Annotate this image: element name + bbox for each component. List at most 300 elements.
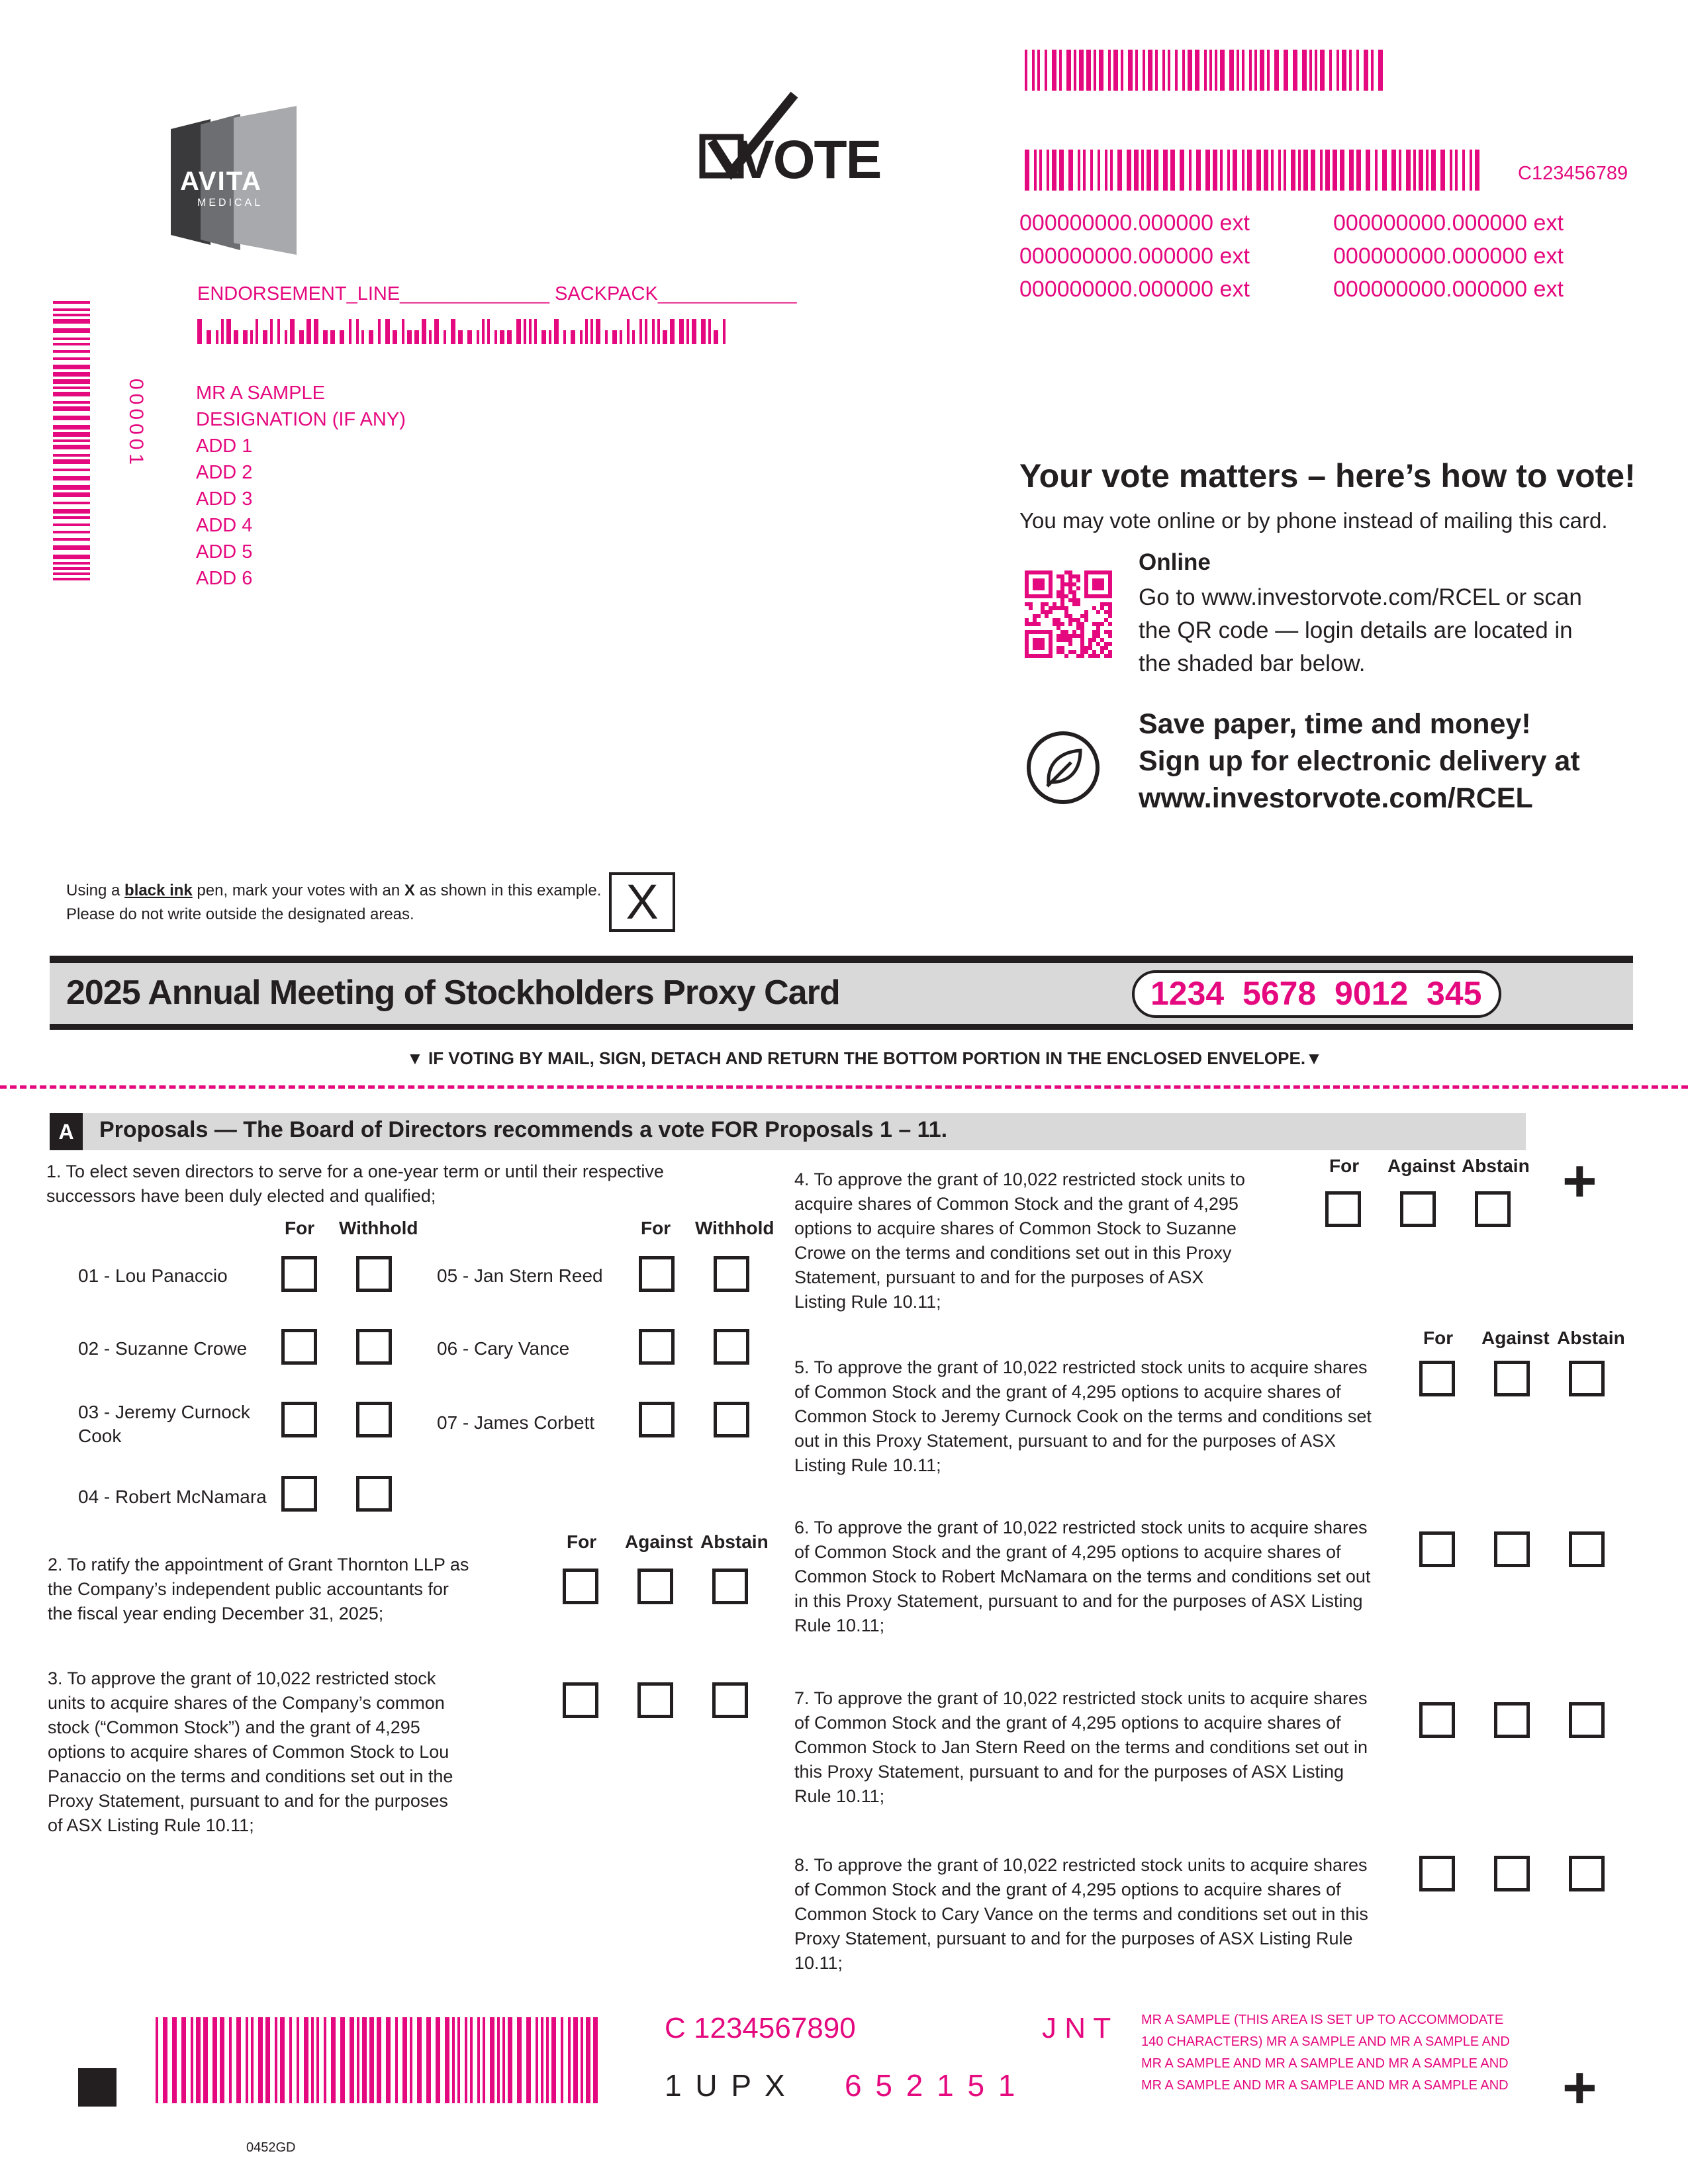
qr-module <box>1072 630 1076 634</box>
qr-module <box>1076 574 1080 578</box>
barcode-bar <box>369 2017 374 2103</box>
qr-module <box>1096 630 1100 634</box>
barcode-bar <box>53 492 90 497</box>
barcode-bar <box>632 330 635 344</box>
proposal-2-against-checkbox[interactable] <box>637 1569 673 1604</box>
qr-code[interactable] <box>1025 570 1112 658</box>
proposal-5-for-checkbox[interactable] <box>1419 1361 1455 1396</box>
proposal-8-against-checkbox[interactable] <box>1494 1856 1530 1891</box>
nominee-01-withhold-checkbox[interactable] <box>356 1256 392 1292</box>
barcode-bar <box>500 330 504 344</box>
qr-module <box>1100 638 1104 642</box>
barcode-bar <box>1315 50 1317 91</box>
nominee-06-for-checkbox[interactable] <box>639 1329 675 1365</box>
nominee-03-for-checkbox[interactable] <box>281 1402 317 1437</box>
barcode-bar <box>645 319 647 344</box>
barcode-bar <box>395 2017 398 2103</box>
qr-module <box>1080 622 1084 626</box>
barcode-bar <box>357 2017 359 2103</box>
barcode-bar <box>1399 150 1401 191</box>
instructions <box>66 879 601 927</box>
barcode-bar <box>53 523 90 526</box>
qr-module <box>1092 622 1096 626</box>
barcode-bar <box>256 319 258 344</box>
proposal-2-text: 2. To ratify the appointment of Grant Thornton LLP as the Company’s independent public accountants for the fiscal year ending December 31, 2025; <box>48 1555 469 1623</box>
barcode-bar <box>270 319 273 344</box>
barcode-bar <box>299 330 304 344</box>
qr-module <box>1100 646 1104 650</box>
barcode-bar <box>1025 50 1027 91</box>
qr-module <box>1100 650 1104 654</box>
qr-module <box>1033 618 1037 622</box>
nominee-01-for-checkbox[interactable] <box>281 1256 317 1292</box>
barcode-bar <box>549 330 551 344</box>
barcode-bar <box>53 502 90 504</box>
nominee-04: 04 - Robert McNamara <box>78 1486 267 1507</box>
qr-module <box>1060 594 1064 598</box>
barcode-bar <box>1147 150 1151 191</box>
proposal-7-against-checkbox[interactable] <box>1494 1702 1530 1738</box>
qr-module <box>1072 598 1076 602</box>
barcode-bar <box>692 319 696 344</box>
barcode-bar <box>53 578 90 580</box>
p4-against-header: Against <box>1387 1156 1456 1176</box>
detach-line <box>0 1085 1688 1089</box>
proposal-2-abstain-checkbox[interactable] <box>712 1569 748 1604</box>
instruction-line-1: Using a black ink pen, mark your votes with an X as shown in this example. <box>66 882 602 899</box>
barcode-bar <box>369 330 373 344</box>
how-to-vote-subtitle: You may vote online or by phone instead of mailing this card. <box>1019 508 1608 533</box>
proposal-6-against-checkbox[interactable] <box>1494 1531 1530 1567</box>
barcode-bar <box>289 2017 292 2103</box>
barcode-bar <box>1209 50 1212 91</box>
barcode-bar <box>1311 150 1315 191</box>
qr-module <box>1076 622 1080 626</box>
qr-module <box>1068 642 1072 646</box>
barcode-bar <box>53 319 90 324</box>
proposal-5-against-checkbox[interactable] <box>1494 1361 1530 1396</box>
barcode-bar <box>1298 150 1301 191</box>
barcode-bar <box>1099 50 1103 91</box>
barcode-bar <box>1148 50 1152 91</box>
nominee-06: 06 - Cary Vance <box>437 1338 570 1359</box>
proposal-3-text: 3. To approve the grant of 10,022 restricted stock units to acquire shares of the Company’s common stock (“Common Stock”) and the grant of 4,295 options to acquire shares of Common Stock to Lou Panaccio on the terms and conditions set out in the Proxy Statement, pursuant to and for the purposes of ASX Listing Rule 10.11; <box>48 1668 453 1835</box>
barcode-bar <box>605 330 608 344</box>
qr-module <box>1064 606 1068 610</box>
proposal-6-for-checkbox[interactable] <box>1419 1531 1455 1567</box>
qr-module <box>1025 570 1029 598</box>
qr-module <box>1049 610 1053 614</box>
qr-module <box>1108 614 1112 618</box>
proposal-2-for-checkbox[interactable] <box>563 1569 598 1604</box>
barcode-bar <box>517 2017 522 2103</box>
nominee-03-withhold-checkbox[interactable] <box>356 1402 392 1437</box>
barcode-bar <box>330 330 335 344</box>
nominee-07-for-checkbox[interactable] <box>639 1402 675 1437</box>
barcode-bar <box>1366 150 1370 191</box>
address-line: ADD 6 <box>196 568 253 589</box>
qr-module <box>1060 634 1064 638</box>
barcode-bar <box>1291 150 1295 191</box>
barcode-bar <box>1303 150 1308 191</box>
barcode-bar <box>304 2017 308 2103</box>
qr-module <box>1049 606 1053 610</box>
qr-module <box>1049 630 1053 658</box>
qr-module <box>1076 602 1080 606</box>
barcode-bar <box>393 330 397 344</box>
barcode-bar <box>53 545 90 550</box>
qr-module <box>1045 614 1049 618</box>
barcode-bar <box>1117 150 1122 191</box>
qr-module <box>1053 618 1056 622</box>
barcode-bar <box>53 387 90 389</box>
ext-line-1: 000000000.000000 ext <box>1019 210 1250 236</box>
barcode-bar <box>285 330 287 344</box>
qr-module <box>1084 610 1088 614</box>
address-line: ADD 2 <box>196 462 253 483</box>
barcode-bar <box>263 330 267 344</box>
qr-module <box>1076 654 1080 658</box>
qr-module <box>1088 646 1092 650</box>
qr-module <box>1064 634 1068 638</box>
proposal-3-for-checkbox[interactable] <box>563 1682 598 1718</box>
qr-module <box>1084 570 1088 598</box>
barcode-bar <box>1182 50 1185 91</box>
qr-module <box>1108 650 1112 654</box>
barcode-bar <box>612 330 617 344</box>
barcode-bar <box>708 319 711 344</box>
barcode-bar <box>1213 150 1217 191</box>
barcode-bar <box>250 330 253 344</box>
barcode-bar <box>53 454 90 457</box>
barcode-bar <box>410 2017 412 2103</box>
nominee-02-for-checkbox[interactable] <box>281 1329 317 1365</box>
barcode-bar <box>53 567 90 570</box>
barcode-bar <box>487 319 490 344</box>
barcode-bar <box>53 469 90 471</box>
qr-module <box>1025 570 1053 574</box>
proposal-3-abstain-checkbox[interactable] <box>712 1682 748 1718</box>
barcode-bar <box>1141 150 1144 191</box>
barcode-bar <box>1382 150 1387 191</box>
qr-module <box>1104 610 1108 614</box>
barcode-bar <box>568 2017 571 2103</box>
barcode-bar <box>452 2017 455 2103</box>
barcode-bar <box>402 2017 407 2103</box>
barcode-bar <box>620 330 622 344</box>
qr-module <box>1100 606 1104 610</box>
qr-module <box>1108 654 1112 658</box>
barcode-bar <box>53 432 90 437</box>
barcode-bar <box>526 2017 531 2103</box>
barcode-bar <box>1180 150 1184 191</box>
qr-module <box>1029 602 1033 606</box>
barcode-bar <box>1256 150 1261 191</box>
qr-module <box>1080 650 1084 654</box>
barcode-bar <box>243 330 248 344</box>
qr-module <box>1076 626 1080 630</box>
barcode-bar <box>1059 50 1062 91</box>
barcode-bar <box>53 401 90 404</box>
qr-module <box>1088 654 1092 658</box>
barcode-bar <box>1154 150 1158 191</box>
barcode-bar <box>53 357 90 360</box>
qr-module <box>1080 614 1084 618</box>
barcode-bar <box>457 2017 460 2103</box>
proposal-8-abstain-checkbox[interactable] <box>1569 1856 1605 1891</box>
barcode-bar <box>490 2017 494 2103</box>
qr-module <box>1096 626 1100 630</box>
qr-module <box>1056 622 1060 626</box>
logo-name: AVITA <box>180 167 263 196</box>
p4-for-header: For <box>1329 1156 1360 1176</box>
proposal-7-for-checkbox[interactable] <box>1419 1702 1455 1738</box>
proposal-5-text: 5. To approve the grant of 10,022 restricted stock units to acquire shares of Common Stock and the grant of 4,295 options to acquire shares of Common Stock to Jeremy Curnock Cook on the terms and conditions set out in this Proxy Statement, pursuant to and for the purposes of ASX Listing Rule 10.11; <box>794 1357 1372 1475</box>
address-line: ADD 1 <box>196 435 253 457</box>
barcode-bar <box>53 372 90 377</box>
barcode-bar <box>593 2017 598 2103</box>
qr-module <box>1080 634 1084 638</box>
barcode-bar <box>378 319 381 344</box>
barcode-bar <box>1227 150 1230 191</box>
qr-module <box>1084 646 1088 650</box>
p5-against-header: Against <box>1481 1328 1550 1348</box>
postal-barcode <box>197 319 730 344</box>
nominee-02-withhold-checkbox[interactable] <box>356 1329 392 1365</box>
ext-line-3: 000000000.000000 ext <box>1019 277 1250 302</box>
qr-module <box>1084 618 1088 622</box>
qr-module <box>1108 610 1112 614</box>
barcode-bar <box>297 2017 299 2103</box>
barcode-bar <box>1220 50 1225 91</box>
qr-module <box>1060 598 1064 602</box>
barcode-bar <box>679 319 684 344</box>
qr-module <box>1076 598 1080 602</box>
barcode-bar <box>1168 50 1170 91</box>
nominee-07-withhold-checkbox[interactable] <box>714 1402 749 1437</box>
barcode-bar <box>1143 50 1145 91</box>
qr-module <box>1108 602 1112 606</box>
vertical-code: 000001 <box>125 379 147 469</box>
proposal-5-abstain-checkbox[interactable] <box>1569 1361 1605 1396</box>
barcode-bar <box>639 319 642 344</box>
barcode-bar <box>1034 150 1037 191</box>
barcode-bar <box>1419 150 1423 191</box>
barcode-bar <box>508 2017 512 2103</box>
qr-module <box>1084 650 1088 654</box>
qr-module <box>1037 614 1041 618</box>
qr-module <box>1104 646 1108 650</box>
proposal-7-text: 7. To approve the grant of 10,022 restricted stock units to acquire shares of Common Stock and the grant of 4,295 options to acquire shares of Common Stock to Jan Stern Reed on the terms and conditions set out in this Proxy Statement, pursuant to and for the purposes of ASX Listing Rule 10.11; <box>794 1688 1368 1806</box>
ext-line-4: 000000000.000000 ext <box>1333 210 1564 236</box>
proposal-6-abstain-checkbox[interactable] <box>1569 1531 1605 1567</box>
barcode-bar <box>1068 150 1073 191</box>
barcode-bar <box>585 319 588 344</box>
barcode-bar <box>1333 150 1337 191</box>
qr-module <box>1108 570 1112 598</box>
qr-module <box>1068 582 1072 586</box>
proposal-6-text: 6. To approve the grant of 10,022 restricted stock units to acquire shares of Common Stock and the grant of 4,295 options to acquire shares of Common Stock to Robert McNamara on the terms and conditions set out in this Proxy Statement, pursuant to and for the purposes of ASX Listing Rule 10.11; <box>794 1518 1371 1635</box>
down-arrow-icon: ▼ <box>406 1048 428 1068</box>
barcode-bar <box>1284 50 1288 91</box>
proposal-8-for-checkbox[interactable] <box>1419 1856 1455 1891</box>
p5-abstain-header: Abstain <box>1557 1328 1625 1348</box>
qr-module <box>1104 602 1108 606</box>
barcode-bar <box>1450 150 1452 191</box>
proposal-4-against-checkbox[interactable] <box>1400 1191 1436 1227</box>
proposal-7-abstain-checkbox[interactable] <box>1569 1702 1605 1738</box>
p2-abstain-header: Abstain <box>700 1531 769 1552</box>
barcode-bar <box>1083 150 1086 191</box>
qr-module <box>1060 590 1064 594</box>
barcode-bar <box>53 416 90 420</box>
barcode-bar <box>465 2017 467 2103</box>
barcode-bar <box>1378 50 1383 91</box>
proposal-4-for-checkbox[interactable] <box>1325 1191 1361 1227</box>
barcode-bar <box>1098 150 1100 191</box>
proposal-3-against-checkbox[interactable] <box>637 1682 673 1718</box>
barcode-bar <box>1135 50 1138 91</box>
barcode-bar <box>1356 150 1361 191</box>
barcode-bar <box>53 555 90 559</box>
qr-module <box>1104 642 1108 646</box>
qr-module <box>1041 602 1045 606</box>
barcode-bar <box>1349 50 1352 91</box>
barcode-bar <box>196 2017 201 2103</box>
barcode-bar <box>670 319 675 344</box>
qr-module <box>1068 650 1072 654</box>
sample-name-area: MR A SAMPLE (THIS AREA IS SET UP TO ACCOMMODATE 140 CHARACTERS) MR A SAMPLE AND MR A SAMPLE AND MR A SAMPLE AND MR A SAMPLE AND MR A SAMPLE AND MR A SAMPLE AND MR A SAMPLE AND MR A SAMPLE AND <box>1141 2013 1510 2093</box>
barcode-bar <box>1329 50 1332 91</box>
barcode-bar <box>53 439 90 442</box>
qr-module <box>1084 594 1112 598</box>
barcode-bar <box>497 2017 500 2103</box>
qr-module <box>1096 642 1100 646</box>
qr-module <box>1084 614 1088 618</box>
barcode-bar <box>426 2017 431 2103</box>
example-x: X <box>626 874 659 929</box>
online-heading: Online <box>1139 549 1211 575</box>
barcode-bar <box>1079 50 1084 91</box>
barcode-bar <box>53 531 90 533</box>
qr-module <box>1096 622 1100 626</box>
control-code: C123456789 <box>1518 163 1628 184</box>
barcode-bar <box>53 338 90 340</box>
qr-module <box>1076 618 1080 622</box>
qr-module <box>1064 654 1068 658</box>
proposal-4-abstain-checkbox[interactable] <box>1475 1191 1511 1227</box>
qr-module <box>1068 634 1072 638</box>
qr-module <box>1053 622 1056 626</box>
barcode-bar <box>53 476 90 480</box>
qr-module <box>1100 602 1104 606</box>
barcode-bar <box>1094 50 1096 91</box>
qr-module <box>1108 606 1112 610</box>
barcode-bar <box>1045 50 1047 91</box>
barcode-bar <box>1440 150 1445 191</box>
qr-module <box>1060 574 1064 578</box>
barcode-bar <box>340 2017 345 2103</box>
qr-module <box>1108 642 1112 646</box>
online-text[interactable]: Go to www.investorvote.com/RCEL or scan the QR code — login details are located in the shaded bar below. <box>1139 584 1582 676</box>
nominee-06-withhold-checkbox[interactable] <box>714 1329 749 1365</box>
qr-module <box>1033 622 1037 626</box>
vote-logo-text: VOTE <box>738 130 881 190</box>
nominee-05-for-checkbox[interactable] <box>639 1256 675 1292</box>
barcode-bar <box>1413 150 1416 191</box>
barcode-bar <box>1247 150 1252 191</box>
barcode-bar <box>477 330 479 344</box>
barcode-bar <box>1047 150 1049 191</box>
ext-line-2: 000000000.000000 ext <box>1019 244 1250 269</box>
barcode-bar <box>627 319 630 344</box>
qr-module <box>1064 630 1068 634</box>
barcode-bar <box>306 319 311 344</box>
qr-module <box>1056 650 1060 654</box>
barcode-bar <box>1391 150 1396 191</box>
barcode-bar <box>349 319 352 344</box>
nominee-04-for-checkbox[interactable] <box>281 1476 317 1512</box>
barcode-bar <box>53 445 90 449</box>
barcode-bar <box>385 319 390 344</box>
barcode-bar <box>203 2017 208 2103</box>
qr-module <box>1068 598 1072 602</box>
barcode-bar <box>1059 150 1064 191</box>
address-line: ADD 3 <box>196 488 253 510</box>
qr-module <box>1080 638 1084 642</box>
barcode-bar <box>1066 50 1071 91</box>
qr-module <box>1060 606 1064 610</box>
barcode-bar <box>1325 150 1330 191</box>
barcode-bar <box>1455 150 1458 191</box>
jnt-code: J N T <box>1042 2012 1111 2044</box>
barcode-bar <box>723 319 726 344</box>
qr-module <box>1056 574 1060 578</box>
barcode-bar <box>1364 50 1368 91</box>
nominee-05-withhold-checkbox[interactable] <box>714 1256 749 1292</box>
barcode-bar <box>1371 50 1374 91</box>
qr-module <box>1060 578 1064 582</box>
qr-module <box>1060 638 1064 642</box>
barcode-bar <box>53 509 90 514</box>
barcode-bar <box>1278 150 1281 191</box>
nominee-04-withhold-checkbox[interactable] <box>356 1476 392 1512</box>
barcode-bar <box>323 330 328 344</box>
qr-module <box>1060 582 1064 586</box>
barcode-bar <box>1302 50 1307 91</box>
barcode-bar <box>1128 50 1133 91</box>
barcode-bar <box>596 319 600 344</box>
barcode-bar <box>251 2017 254 2103</box>
barcode-bar <box>1220 150 1223 191</box>
barcode-bar <box>1163 150 1168 191</box>
qr-module <box>1045 602 1049 606</box>
barcode-bar <box>236 2017 241 2103</box>
barcode-bar <box>350 2017 354 2103</box>
qr-module <box>1056 634 1060 638</box>
qr-module <box>1100 622 1104 626</box>
barcode-bar <box>686 319 689 344</box>
qr-module <box>1092 606 1096 610</box>
qr-module <box>1088 642 1092 646</box>
barcode-bar <box>1189 150 1192 191</box>
barcode-bar <box>1342 50 1346 91</box>
qr-module <box>1060 602 1064 606</box>
barcode-bar <box>1242 50 1244 91</box>
qr-module <box>1045 610 1049 614</box>
qr-module <box>1041 610 1045 614</box>
barcode-bar <box>1108 50 1111 91</box>
